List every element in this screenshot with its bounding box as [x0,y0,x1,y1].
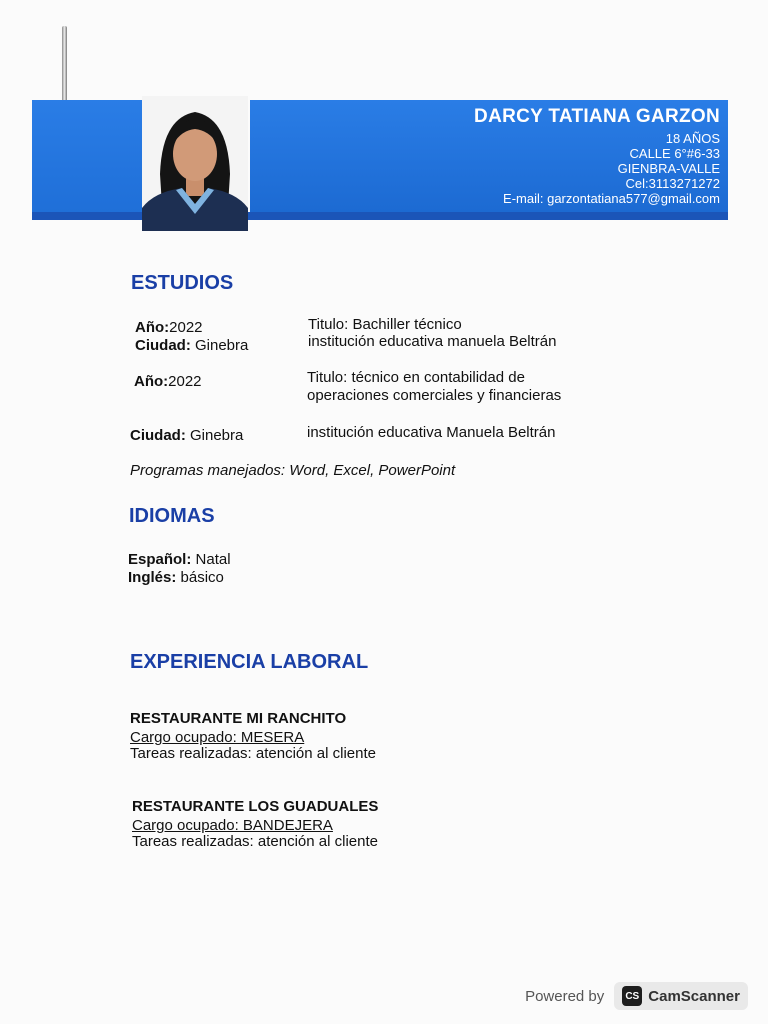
header-contact [474,106,720,206]
idioma-espanol: Español: Natal [128,551,231,568]
estudio-1-city: Ciudad: Ginebra [135,337,249,354]
camscanner-brand: CamScanner [648,987,740,1005]
job-1-tareas: Tareas realizadas: atención al cliente [130,745,376,762]
candidate-name: DARCY TATIANA GARZON [474,106,720,127]
estudio-2-titulo-line2: operaciones comerciales y financieras [307,387,562,404]
idioma-ingles: Inglés: básico [128,569,224,586]
job-2-cargo: Cargo ocupado: BANDEJERA [132,817,333,834]
candidate-phone: Cel:3113271272 [625,176,720,191]
scanner-watermark [525,982,748,1010]
header-band-strip [32,212,728,220]
estudio-2-year: Año:2022 [134,373,202,390]
candidate-city: GIENBRA-VALLE [617,161,720,176]
job-2-tareas: Tareas realizadas: atención al cliente [132,833,378,850]
candidate-email: E-mail: garzontatiana577@gmail.com [503,191,720,206]
header-band-left [32,100,142,214]
estudio-2-institucion: institución educativa Manuela Beltrán [307,424,556,441]
estudio-2-city: Ciudad: Ginebra [130,427,244,444]
powered-by-text: Powered by [525,987,605,1005]
estudio-1-titulo: Titulo: Bachiller técnico [308,316,462,333]
candidate-age: 18 AÑOS [665,131,720,146]
estudio-2-titulo-line1: Titulo: técnico en contabilidad de [307,369,525,386]
job-1-cargo: Cargo ocupado: MESERA [130,729,305,746]
section-title-idiomas: IDIOMAS [129,505,215,527]
camscanner-logo-icon: CS [622,986,642,1006]
job-2-company: RESTAURANTE LOS GUADUALES [132,798,379,815]
candidate-address: CALLE 6°#6-33 [629,146,720,161]
section-title-estudios: ESTUDIOS [131,272,234,294]
profile-photo [142,96,248,231]
estudio-1-year: Año:2022 [135,319,203,336]
programas-manejados: Programas manejados: Word, Excel, PowerPoint [130,462,456,479]
section-title-experiencia: EXPERIENCIA LABORAL [130,651,369,673]
estudio-1-institucion: institución educativa manuela Beltrán [308,333,557,350]
camscanner-badge [614,982,748,1010]
job-1-company: RESTAURANTE MI RANCHITO [130,710,347,727]
